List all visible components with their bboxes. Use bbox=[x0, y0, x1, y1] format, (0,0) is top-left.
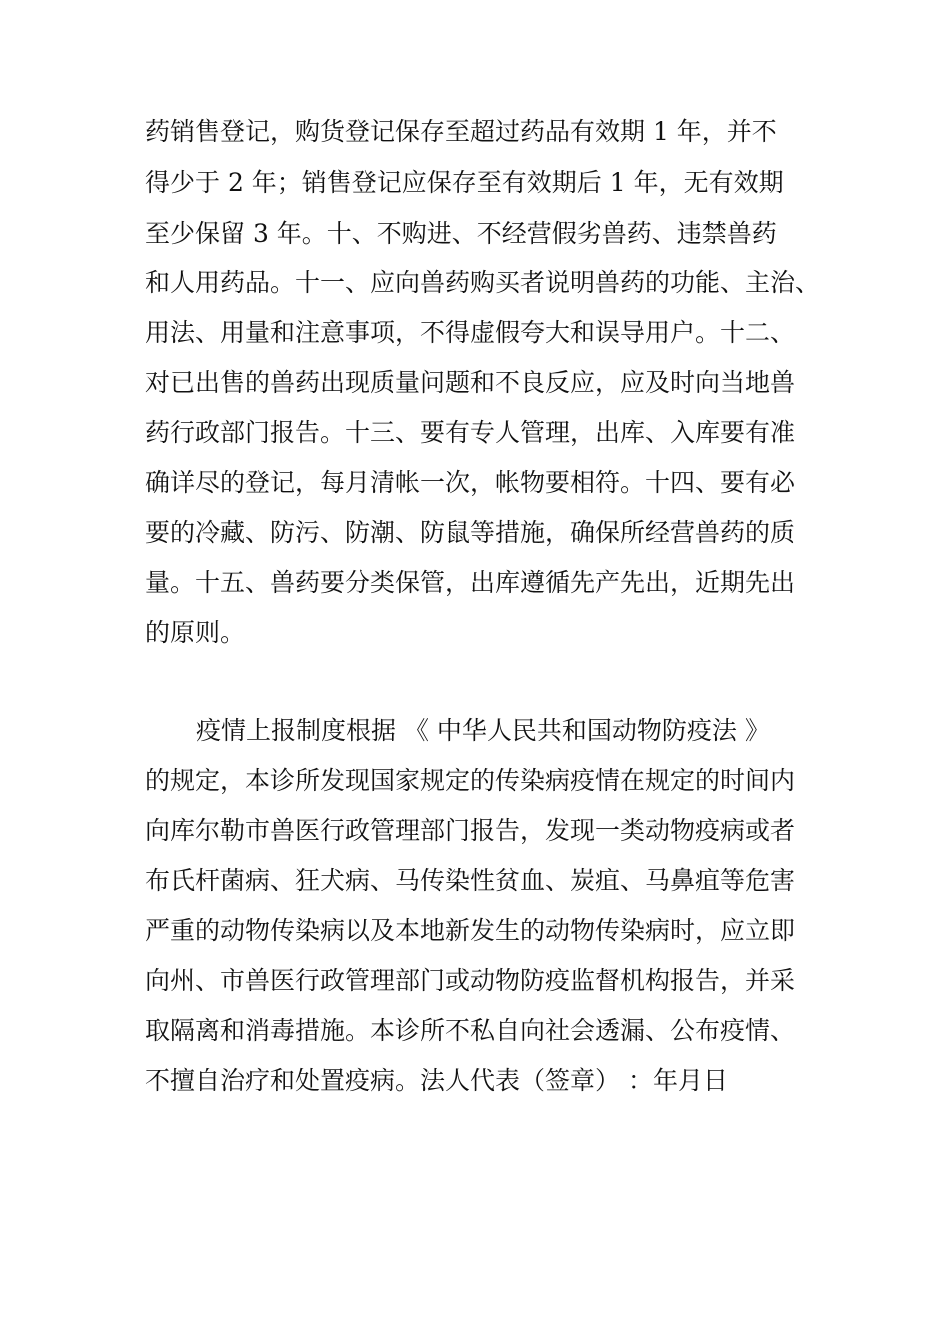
text-line: 和人用药品。十一、应向兽药购买者说明兽药的功能、主治、 bbox=[145, 268, 821, 297]
text-line: 向库尔勒市兽医行政管理部门报告，发现一类动物疫病或者 bbox=[145, 816, 796, 845]
text-line: 确详尽的登记，每月清帐一次，帐物要相符。十四、要有必 bbox=[145, 468, 796, 497]
text-line: 的规定，本诊所发现国家规定的传染病疫情在规定的时间内 bbox=[145, 766, 796, 795]
text-line: 的原则。 bbox=[145, 618, 246, 647]
text-line: 向州、市兽医行政管理部门或动物防疫监督机构报告，并采 bbox=[145, 966, 796, 995]
text-line: 布氏杆菌病、狂犬病、马传染性贫血、炭疽、马鼻疽等危害 bbox=[145, 866, 796, 895]
text-line: 用法、用量和注意事项，不得虚假夸大和误导用户。十二、 bbox=[145, 318, 796, 347]
text-line: 量。十五、兽药要分类保管，出库遵循先产先出，近期先出 bbox=[145, 568, 796, 597]
text-line: 严重的动物传染病以及本地新发生的动物传染病时，应立即 bbox=[145, 916, 796, 945]
text-line: 要的冷藏、防污、防潮、防鼠等措施，确保所经营兽药的质 bbox=[145, 518, 796, 547]
text-line: 取隔离和消毒措施。本诊所不私自向社会透漏、公布疫情、 bbox=[145, 1016, 796, 1045]
text-line: 药行政部门报告。十三、要有专人管理，出库、入库要有准 bbox=[145, 418, 796, 447]
text-line: 至少保留 3 年。十、不购进、不经营假劣兽药、违禁兽药 bbox=[145, 219, 777, 248]
text-line: 对已出售的兽药出现质量问题和不良反应，应及时向当地兽 bbox=[145, 368, 796, 397]
text-line: 疫情上报制度根据 《 中华人民共和国动物防疫法 》 bbox=[196, 716, 770, 745]
text-line: 得少于 2 年；销售登记应保存至有效期后 1 年，无有效期 bbox=[145, 168, 784, 197]
text-line: 药销售登记，购货登记保存至超过药品有效期 1 年，并不 bbox=[145, 117, 777, 146]
text-line: 不擅自治疗和处置疫病。法人代表（签章） ：年月日 bbox=[145, 1066, 728, 1095]
